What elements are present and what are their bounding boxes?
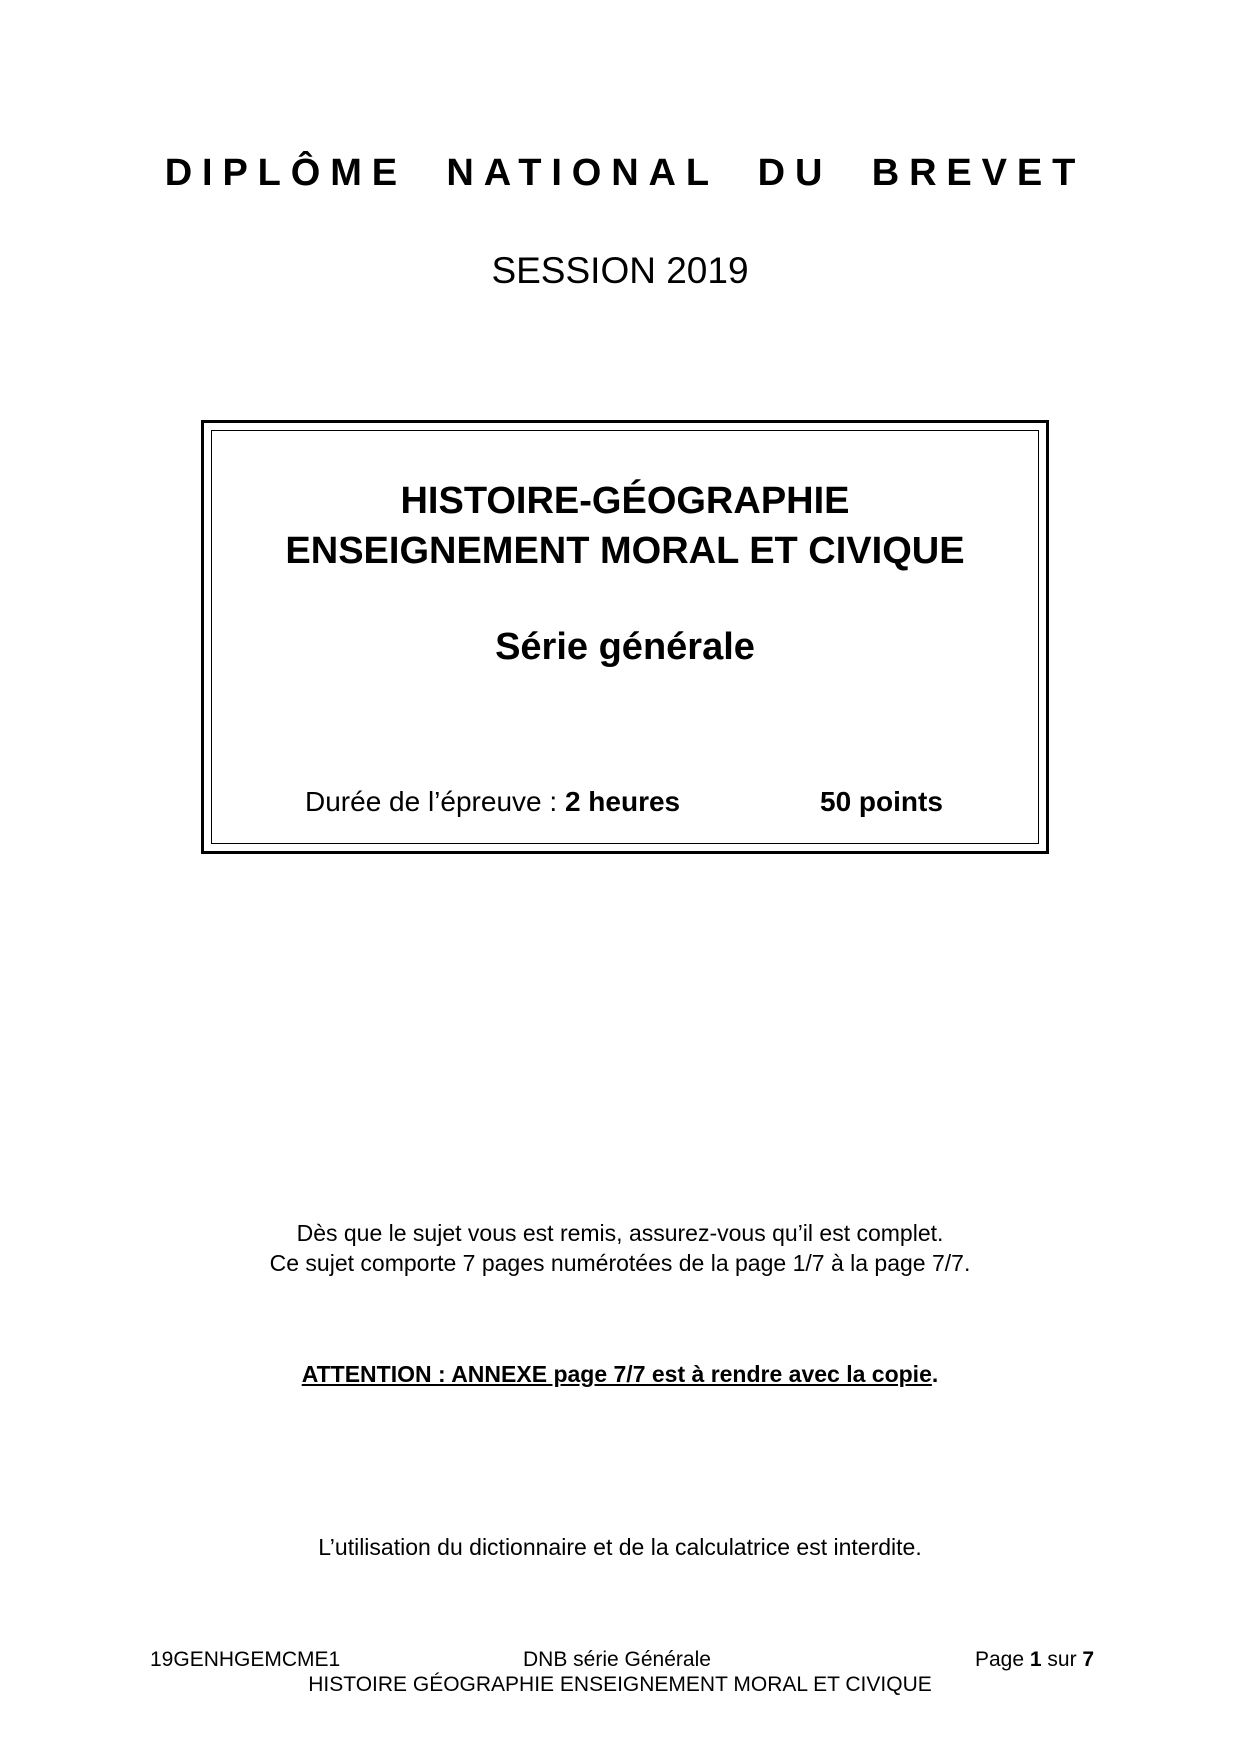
duration-label: Durée de l’épreuve : [305,786,565,817]
duration-value: 2 heures [564,786,681,817]
footer-exam-code: 19GENHGEMCME1 [150,1648,341,1671]
footer-series: DNB série Générale [523,1648,711,1671]
points-label: 50 points [820,786,943,817]
attention-period: . [931,1361,939,1387]
footer-page-middle: sur [1041,1648,1083,1671]
exam-title: DIPLÔME NATIONAL DU BREVET [164,152,1086,194]
attention-text: ATTENTION : ANNEXE page 7/7 est à rendre avec la copie [301,1361,932,1387]
footer-page-total: 7 [1082,1648,1095,1671]
notice-complete: Dès que le sujet vous est remis, assurez-vous qu’il est complet. [296,1220,944,1246]
notice-page-count: Ce sujet comporte 7 pages numérotées de la page 1/7 à la page 7/7. [269,1250,971,1276]
attention-notice [0,1361,1240,1388]
forbidden-tools-notice: L’utilisation du dictionnaire et de la calculatrice est interdite. [318,1534,922,1560]
serie-label: Série générale [495,626,755,668]
session-year: SESSION 2019 [491,250,749,291]
duration-line [305,786,680,818]
subject-title-line1: HISTOIRE-GÉOGRAPHIE [400,480,850,522]
subject-title-line2: ENSEIGNEMENT MORAL ET CIVIQUE [285,530,965,572]
footer-page-prefix: Page [975,1648,1030,1671]
footer-page-current: 1 [1029,1648,1042,1671]
footer-page-number [975,1648,1094,1672]
footer-subject: HISTOIRE GÉOGRAPHIE ENSEIGNEMENT MORAL ET CIVIQUE [308,1673,932,1696]
